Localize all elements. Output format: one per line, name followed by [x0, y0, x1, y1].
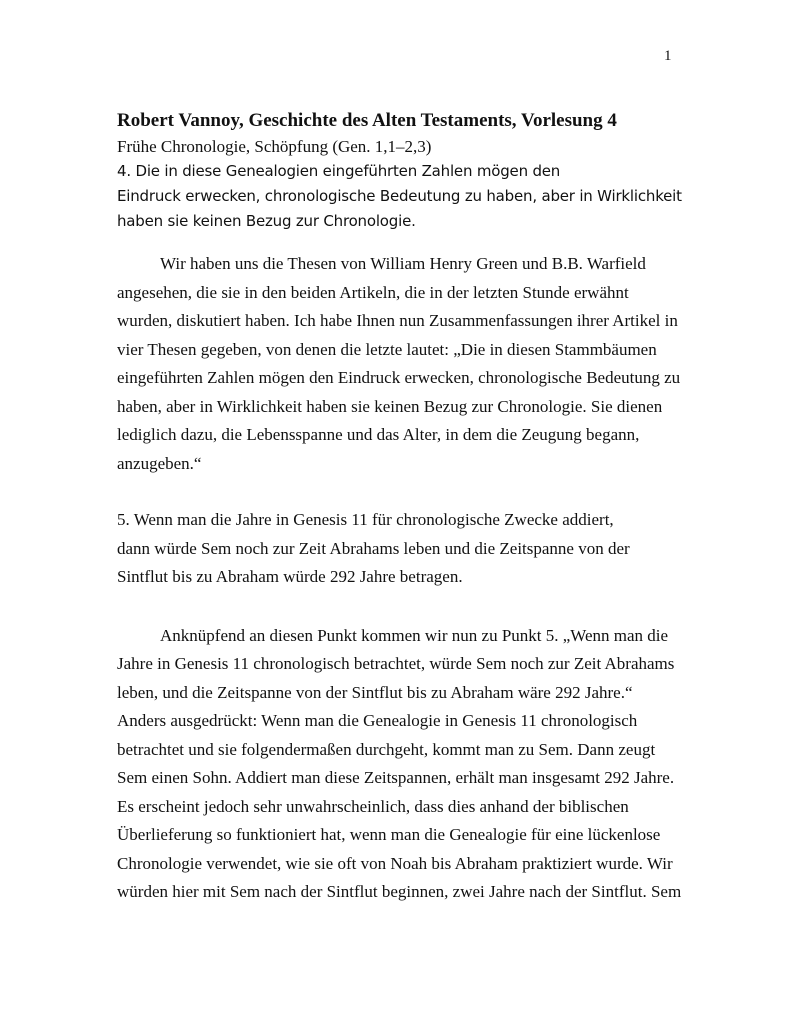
thesis-5-line: 5. Wenn man die Jahre in Genesis 11 für chronologische Zwecke addiert,: [117, 510, 614, 529]
document-title: Robert Vannoy, Geschichte des Alten Testaments, Vorlesung 4: [117, 110, 617, 131]
paragraph-2-line: Anders ausgedrückt: Wenn man die Genealogie in Genesis 11 chronologisch: [117, 711, 638, 730]
paragraph-1-line: vier Thesen gegeben, von denen die letzte lautet: „Die in diesen Stammbäumen: [117, 339, 657, 359]
thesis-5: [117, 506, 682, 592]
paragraph-2-line: Es erscheint jedoch sehr unwahrscheinlich, dass dies anhand der biblischen: [117, 796, 629, 816]
thesis-5-line: dann würde Sem noch zur Zeit Abrahams leben und die Zeitspanne von der: [117, 538, 630, 558]
paragraph-1-line: eingeführten Zahlen mögen den Eindruck erwecken, chronologische Bedeutung zu: [117, 368, 681, 387]
paragraph-1: [117, 250, 682, 478]
paragraph-2-line: Überlieferung so funktioniert hat, wenn man die Genealogie für eine lückenlose: [117, 825, 661, 844]
paragraph-1-line: Wir haben uns die Thesen von William Henry Green und B.B. Warfield: [160, 254, 646, 273]
paragraph-2-line: betrachtet und sie folgendermaßen durchgeht, kommt man zu Sem. Dann zeugt: [117, 739, 656, 759]
paragraph-2-line: Anknüpfend an diesen Punkt kommen wir nun zu Punkt 5. „Wenn man die: [160, 625, 669, 645]
paragraph-1-line: lediglich dazu, die Lebensspanne und das Alter, in dem die Zeugung begann,: [117, 425, 640, 444]
paragraph-2: [117, 622, 682, 907]
document-subtitle: Frühe Chronologie, Schöpfung (Gen. 1,1–2,3): [117, 137, 432, 156]
paragraph-1-line: wurden, diskutiert haben. Ich habe Ihnen nun Zusammenfassungen ihrer Artikel in: [117, 311, 678, 330]
paragraph-2-line: Jahre in Genesis 11 chronologisch betrachtet, würde Sem noch zur Zeit Abrahams: [117, 654, 675, 673]
thesis-4-line: Eindruck erwecken, chronologische Bedeutung zu haben, aber in Wirklichkeit: [117, 187, 682, 205]
paragraph-2-line: Chronologie verwendet, wie sie oft von Noah bis Abraham praktiziert wurde. Wir: [117, 853, 673, 873]
paragraph-1-line: anzugeben.“: [117, 453, 202, 473]
thesis-5-line: Sintflut bis zu Abraham würde 292 Jahre betragen.: [117, 567, 463, 586]
thesis-4-line: 4. Die in diese Genealogien eingeführten Zahlen mögen den: [117, 162, 561, 180]
thesis-4-line: haben sie keinen Bezug zur Chronologie.: [117, 212, 416, 230]
paragraph-2-line: leben, und die Zeitspanne von der Sintflut bis zu Abraham wäre 292 Jahre.“: [117, 682, 633, 702]
paragraph-1-line: angesehen, die sie in den beiden Artikeln, die in der letzten Stunde erwähnt: [117, 282, 629, 302]
paragraph-2-line: Sem einen Sohn. Addiert man diese Zeitspannen, erhält man insgesamt 292 Jahre.: [117, 768, 675, 787]
document-content: [117, 108, 682, 907]
thesis-4: [117, 159, 682, 234]
paragraph-2-line: würden hier mit Sem nach der Sintflut beginnen, zwei Jahre nach der Sintflut. Sem: [117, 882, 682, 901]
page-number: 1: [664, 48, 672, 64]
paragraph-1-line: haben, aber in Wirklichkeit haben sie keinen Bezug zur Chronologie. Sie dienen: [117, 396, 663, 416]
